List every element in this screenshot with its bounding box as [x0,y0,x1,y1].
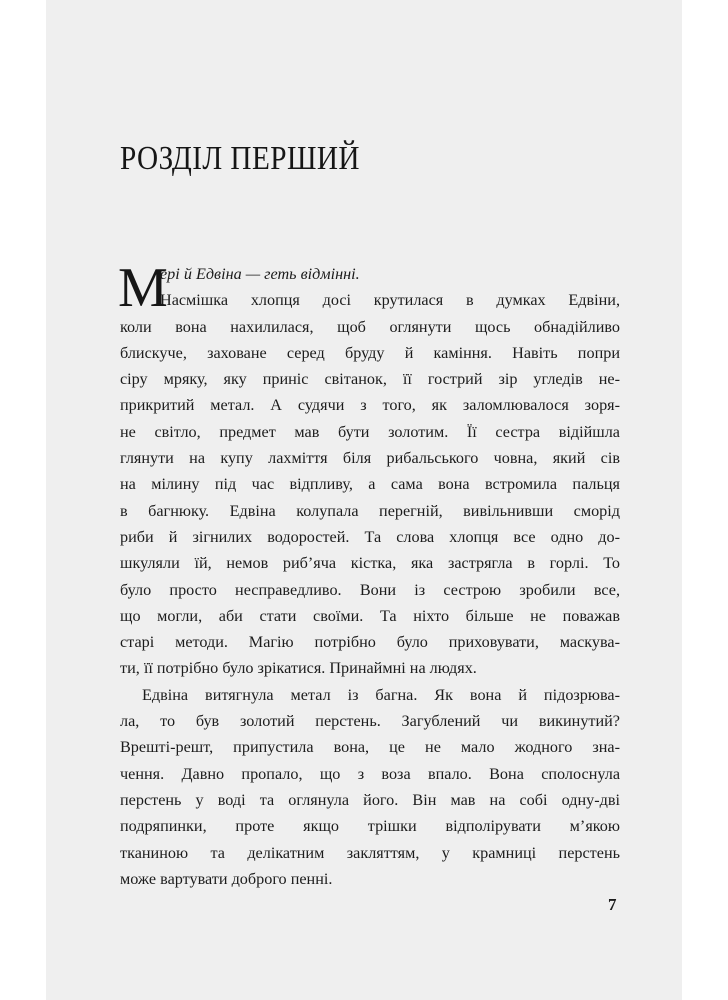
text-line: ти, її потрібно було зрікатися. Принаймні на людях. [120,659,477,678]
text-line: тканиною та делікатним закляттям, у крамниці перстень [120,843,620,862]
opening-line: ері й Едвіна — геть відмінні. [160,265,360,283]
text-line: старі методи. Магію потрібно було приховувати, маскува- [120,633,620,652]
text-line: сіру мряку, яку приніс світанок, її гострий зір угледів не- [120,370,620,389]
text-line: прикритий метал. А судячи з того, як заломлювалося зоря- [120,396,620,415]
chapter-text [118,257,620,892]
text-line: риби й зігнилих водоростей. Та слова хлопця все одно до- [120,527,620,546]
text-line: чення. Давно пропало, що з воза впало. Вона сполоснула [120,764,620,783]
chapter-title: РОЗДІЛ ПЕРШИЙ [120,140,360,177]
paragraph-2 [120,682,620,892]
text-line: перстень у воді та оглянула його. Він мав на собі одну-дві [120,790,620,809]
text-line: в багнюку. Едвіна колупала перегній, вивільнивши сморід [120,501,620,520]
text-line: Врешті-решт, припустила вона, це не мало жодного зна- [120,738,620,757]
text-line: шкуляли їй, немов риб’яча кістка, яка застрягла в горлі. То [120,554,620,573]
page-number: 7 [608,895,617,914]
text-line: не світло, предмет мав бути золотим. Її сестра відійшла [120,422,620,441]
text-line: подряпинки, проте якщо трішки відполірувати м’якою [120,817,620,836]
drop-cap: М [118,257,168,319]
text-line: глянути на купу лахміття біля рибальського човна, який сів [120,449,620,468]
text-line: може вартувати доброго пенні. [120,869,333,888]
text-line: блискуче, заховане серед бруду й каміння. Навіть попри [120,343,620,362]
text-line: було просто несправедливо. Вони із сестрою зробили все, [120,580,620,599]
text-line: ла, то був золотий перстень. Загублений чи викинутий? [120,712,620,731]
paragraph-1 [120,287,620,681]
text-line: Едвіна витягнула метал із багна. Як вона й підозрюва- [142,685,620,704]
book-page [46,0,682,1000]
text-line: коли вона нахилилася, щоб оглянути щось обнадійливо [120,317,620,336]
text-line: що могли, аби стати своїми. Та ніхто більше не поважав [120,606,620,625]
text-line: Насмішка хлопця досі крутилася в думках Едвіни, [160,291,620,310]
text-line: на мілину під час відпливу, а сама вона встромила пальця [120,475,620,494]
